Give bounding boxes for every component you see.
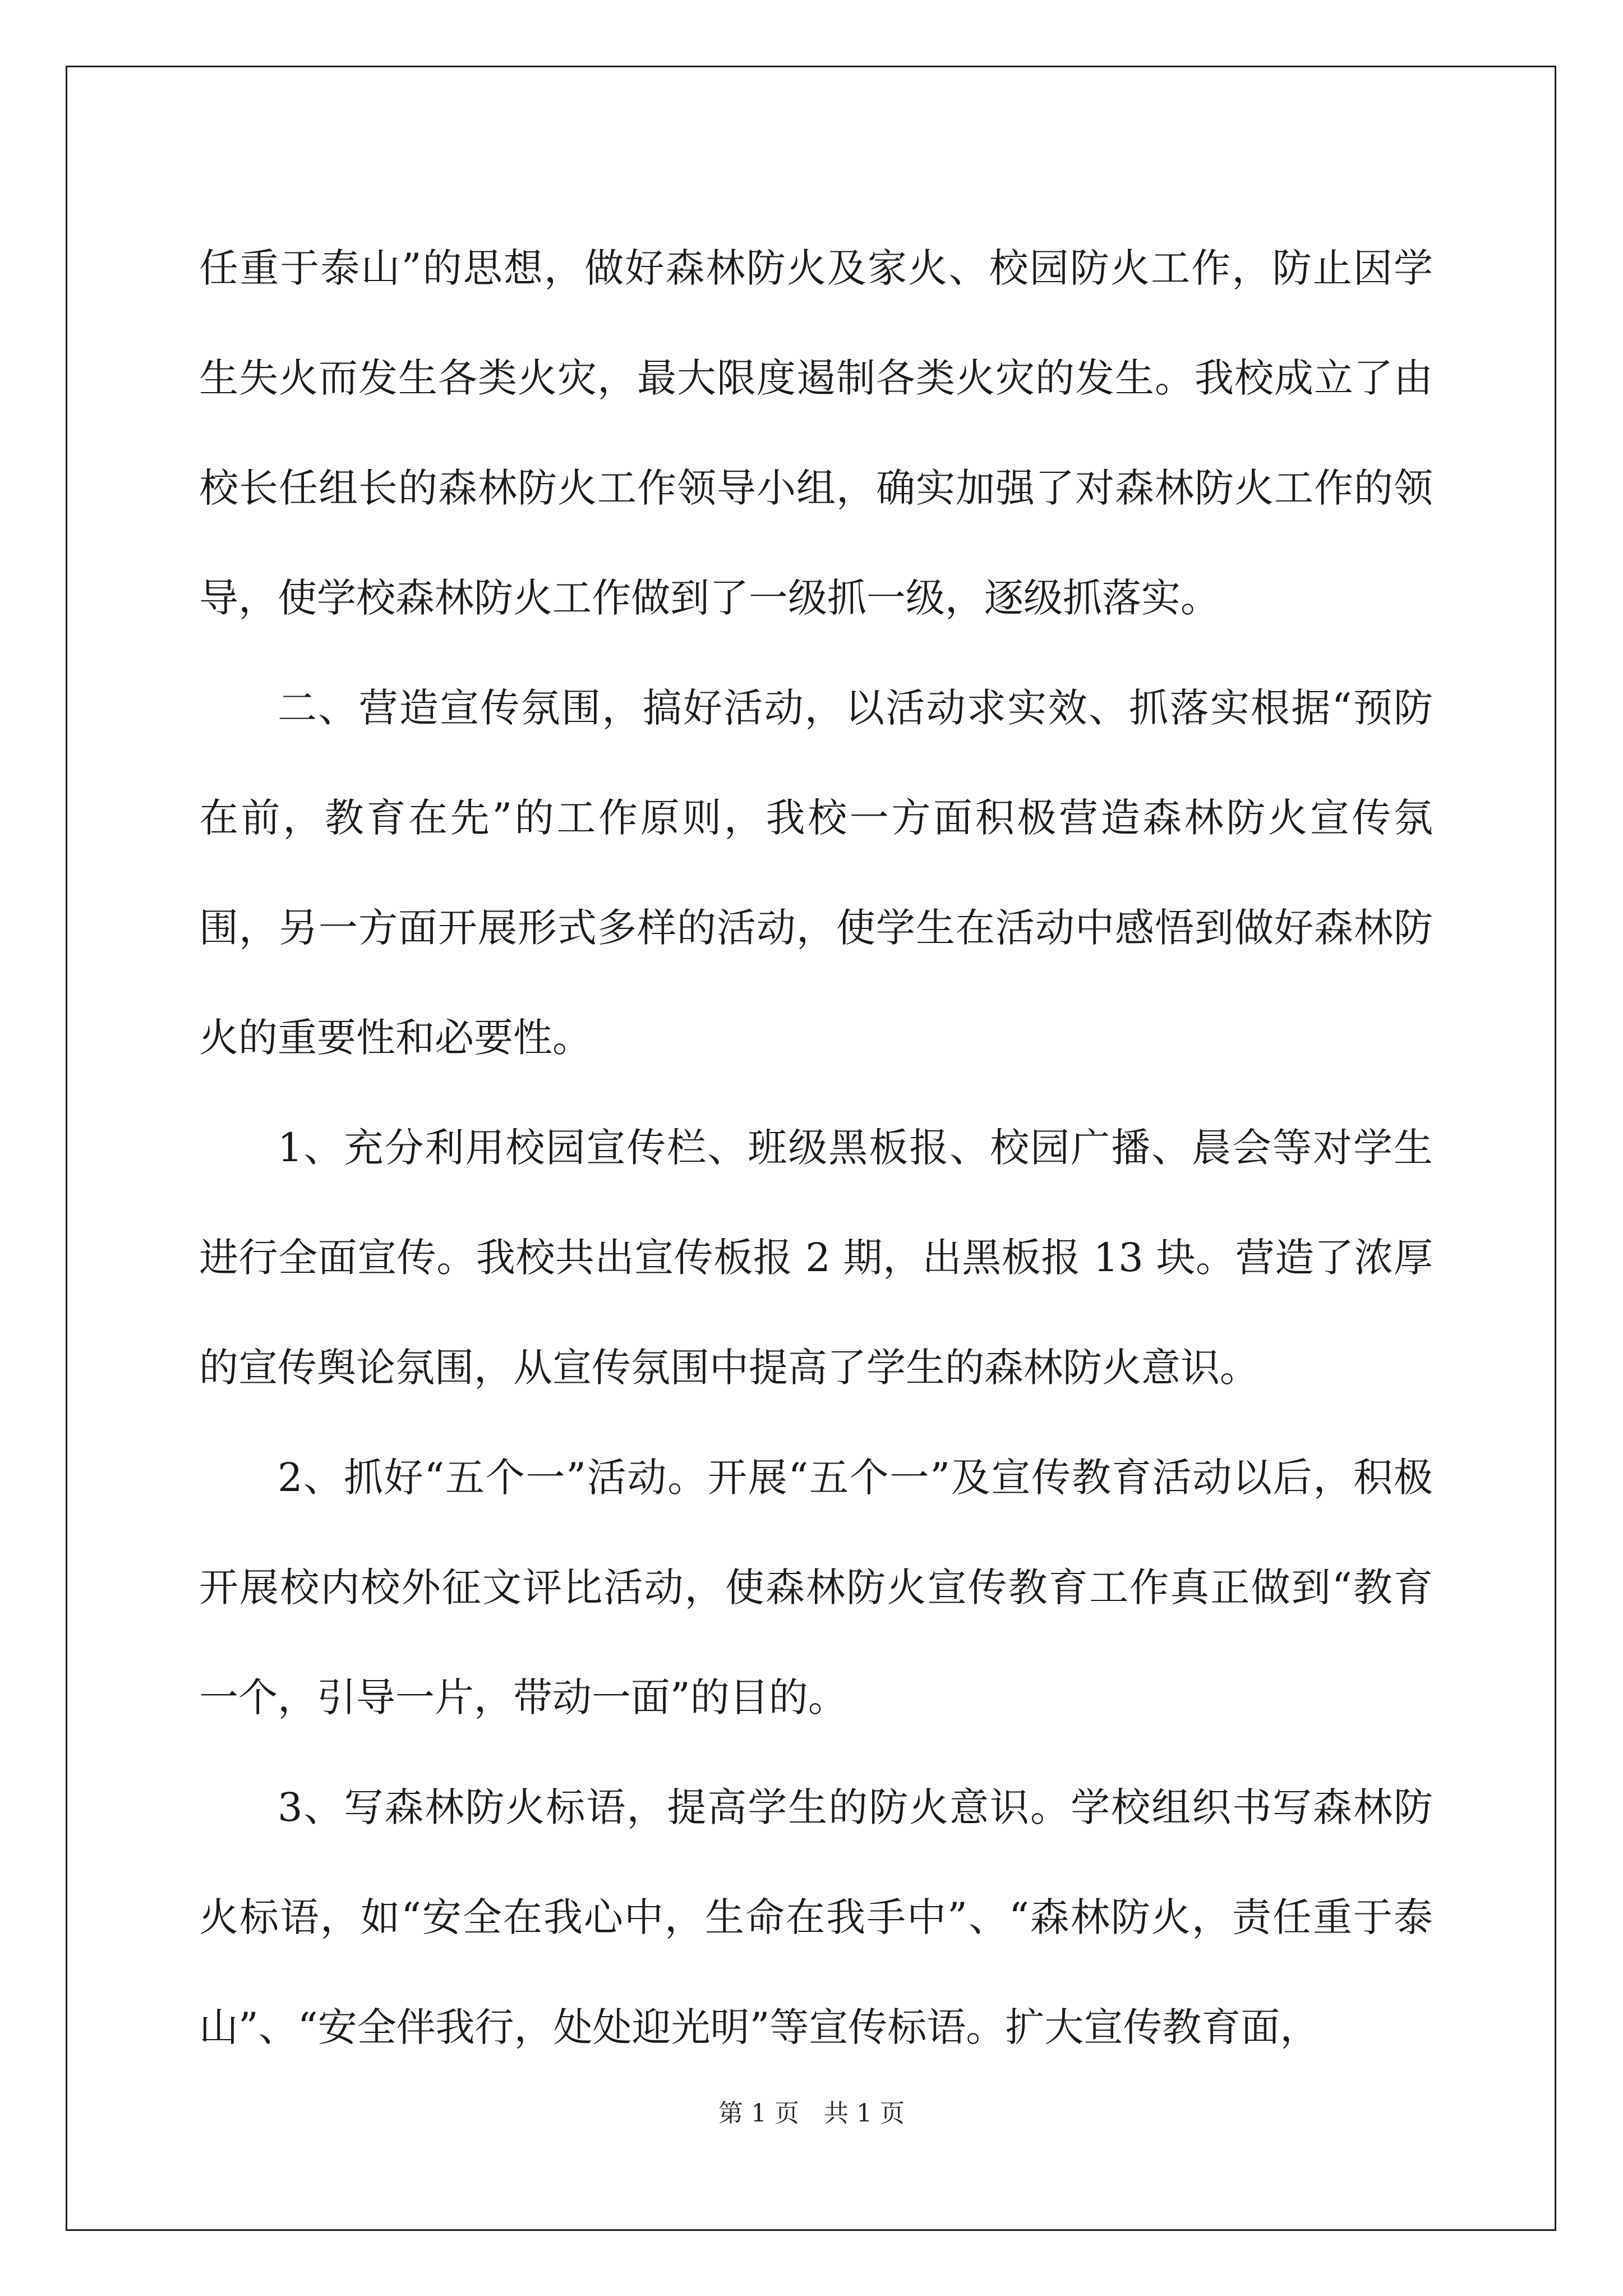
paragraph-4: 2、抓好“五个一”活动。开展“五个一”及宣传教育活动以后，积极开展校内校外征文评比活动，使森林防火宣传教育工作真正做到“教育一个，引导一片，带动一面”的目的。	[199, 1455, 1433, 1720]
paragraph-2: 二、营造宣传氛围，搞好活动，以活动求实效、抓落实根据“预防在前，教育在先”的工作原则，我校一方面积极营造森林防火宣传氛围，另一方面开展形式多样的活动，使学生在活动中感悟到做好森林防火的重要性和必要性。	[199, 685, 1433, 1061]
document-body	[199, 213, 1433, 2082]
paragraph-5: 3、写森林防火标语，提高学生的防火意识。学校组织书写森林防火标语，如“安全在我心中，生命在我手中”、“森林防火，责任重于泰山”、“安全伴我行，处处迎光明”等宣传标语。扩大宣传教育面，	[199, 1784, 1433, 2050]
page-number-footer: 第 1 页 共 1 页	[718, 2099, 905, 2128]
paragraph-3: 1、充分利用校园宣传栏、班级黑板报、校园广播、晨会等对学生进行全面宣传。我校共出宣传板报 2 期，出黑板报 13 块。营造了浓厚的宣传舆论氛围，从宣传氛围中提高了学生的森林防火意识。	[199, 1125, 1433, 1391]
paragraph-1: 任重于泰山”的思想，做好森林防火及家火、校园防火工作，防止因学生失火而发生各类火灾，最大限度遏制各类火灾的发生。我校成立了由校长任组长的森林防火工作领导小组，确实加强了对森林防火工作的领导，使学校森林防火工作做到了一级抓一级，逐级抓落实。	[199, 245, 1433, 621]
